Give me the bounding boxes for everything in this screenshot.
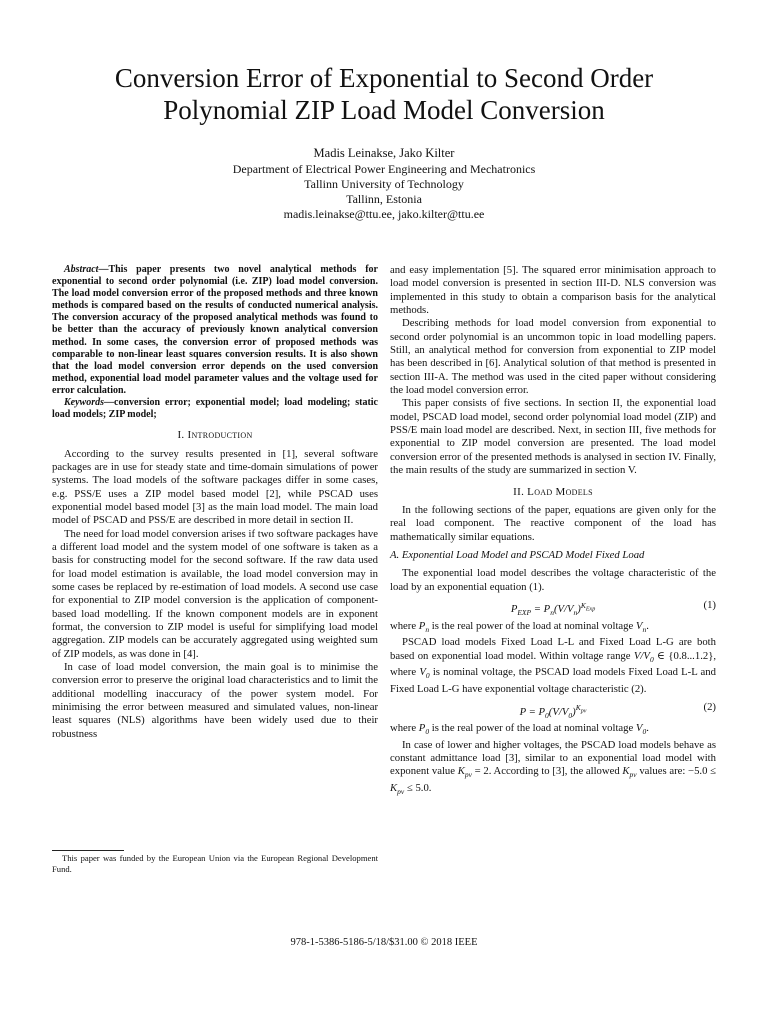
footnote-rule — [52, 850, 124, 851]
abstract-lead: Abstract — [64, 264, 99, 275]
models-paragraph-5: where $P_0$ is the real power of the load at nominal voltage $V_0$. — [390, 722, 649, 737]
equation-1 — [390, 598, 716, 618]
section-heading-introduction: I. Introduction — [177, 429, 253, 442]
intro-paragraph-2: The need for load model conversion arises if two software packages have a different load model and the system model of one software is taken as a basis for constructing model for the second software. If the raw data used for load model estimation is available, the load model conversion may in some cases be replaced by re-estimation of load models. A second use case for exponential to ZIP model conversion is the application of component-based load modelling. If the known component models are in exponent format, the conversion to ZIP model is useful for simplifying load model aggregation. ZIP models can be accurately aggregated using weighted sum of ZIP models, as was done in [4]. — [52, 527, 378, 660]
title-line-1: Conversion Error of Exponential to Second Order — [114, 63, 654, 93]
keywords-text: —conversion error; exponential model; load modeling; static load models; ZIP model; — [52, 397, 378, 421]
intro-paragraph-3: In case of load model conversion, the main goal is to minimise the conversion error to preserve the original load characteristics and to limit the additional modelling inaccuracy of the power system model. For minimising the error between measured and simulated values, non-linear least squares (NLS) algorithms have been widely used due to their robustness — [52, 661, 378, 740]
equation-2-body: $P = P_0(V/V_0)^{K_{pv}}$ — [519, 703, 587, 720]
footnote-funding: This paper was funded by the European Union via the European Regional Development Fund. — [52, 853, 378, 874]
keywords-lead: Keywords — [64, 397, 104, 409]
intro-paragraph-1: According to the survey results presented in [1], several software packages are in use for steady state and time-domain simulations of power systems. The load models of the software packages differ in some cases, e.g. PSS/E uses a ZIP model based model [2], while PSCAD uses exponential model based model [3] as the main load model. The main load model of PSCAD and PSS/E are described in more detail in section II. — [52, 447, 378, 527]
right-paragraph-3: This paper consists of five sections. In section II, the exponential load model, PSCAD load model, second order polynomial load model (ZIP) and PSS/E main load model are described. Next, in section III, five methods for exponential to ZIP model conversion are presented. The load model conversion error of the presented methods is analysed in section IV. Finally, the main results of the study are summarized in section V. — [390, 397, 716, 477]
equation-1-number: (1) — [703, 598, 716, 611]
affiliation-department: Department of Electrical Power Engineering and Mechatronics — [232, 162, 536, 176]
equation-2-number: (2) — [703, 701, 716, 714]
models-paragraph-4: PSCAD load models Fixed Load L-L and Fixed Load L-G are both based on exponential load model. Within voltage range $V/V_0$ ∈ {0.8...1.2}, where $V_0$ is nominal voltage, the PSCAD load models Fixed Load L-L and Fixed Load L-G have exponential voltage characteristic (2). — [390, 636, 717, 695]
equation-1-body: $P_{EXP} = P_n(V/V_n)^{K_{Exp}}$ — [510, 600, 596, 618]
models-paragraph-1: In the following sections of the paper, equations are given only for the real load component. The reactive component of the load has mathematically similar equations. — [390, 503, 716, 543]
title-line-2: Polynomial ZIP Load Model Conversion — [163, 95, 605, 125]
abstract — [52, 264, 378, 421]
copyright-line: 978-1-5386-5186-5/18/$31.00 © 2018 IEEE — [290, 937, 478, 948]
right-column — [390, 264, 716, 798]
paper-title — [40, 62, 728, 126]
equation-2 — [390, 701, 716, 720]
models-paragraph-6: In case of lower and higher voltages, the PSCAD load models behave as constant admittance load [3], similar to an exponential load model with exponent value $K_{pv} = 2$. According to [3], the allowed $K_{pv}$ values are: $-5.0 \le K_{pv} \le 5.0$. — [390, 738, 716, 796]
author-emails: madis.leinakse@ttu.ee, jako.kilter@ttu.ee — [283, 207, 485, 221]
affiliation-city: Tallinn, Estonia — [346, 192, 422, 206]
affiliation-university: Tallinn University of Technology — [304, 177, 464, 191]
models-paragraph-2: The exponential load model describes the voltage characteristic of the load by an exponential equation (1). — [390, 567, 716, 593]
left-column — [52, 264, 378, 741]
author-names: Madis Leinakse, Jako Kilter — [313, 146, 455, 160]
abstract-text: —This paper presents two novel analytical methods for exponential to second order polynomial (i.e. ZIP) load model conversion. The load model conversion error of the proposed methods and three known methods is compared based on the results of conducted numerical analysis. The conversion accuracy of the proposed analytical methods was found to be better than the accuracy of previously known analytical conversion method. In some cases, the conversion error of proposed methods was comparable to non-linear least squares conversion results. It is also shown that the load model conversion error depends on the used conversion method, exponential load model parameter values and the voltage used for error calculation. — [52, 264, 378, 396]
models-paragraph-3: where $P_n$ is the real power of the load at nominal voltage $V_n$. — [390, 619, 649, 635]
right-paragraph-2: Describing methods for load model conversion from exponential to second order polynomial is an uncommon topic in load modelling papers. Still, an analytical method for conversion from exponential to ZIP model has been described in [6]. Analytical solution of that method is presented in section III-A. The method was used in the cited paper without considering the load model conversion error. — [390, 317, 716, 397]
author-block — [140, 146, 628, 222]
section-heading-load-models: II. Load Models — [513, 485, 593, 498]
right-paragraph-1: and easy implementation [5]. The squared error minimisation approach to load model conversion is presented in section III-D. NLS conversion was implemented in this study to obtain a comparison basis for the analytical methods. — [390, 264, 716, 317]
subsection-heading-a: A. Exponential Load Model and PSCAD Model Fixed Load — [390, 548, 645, 561]
